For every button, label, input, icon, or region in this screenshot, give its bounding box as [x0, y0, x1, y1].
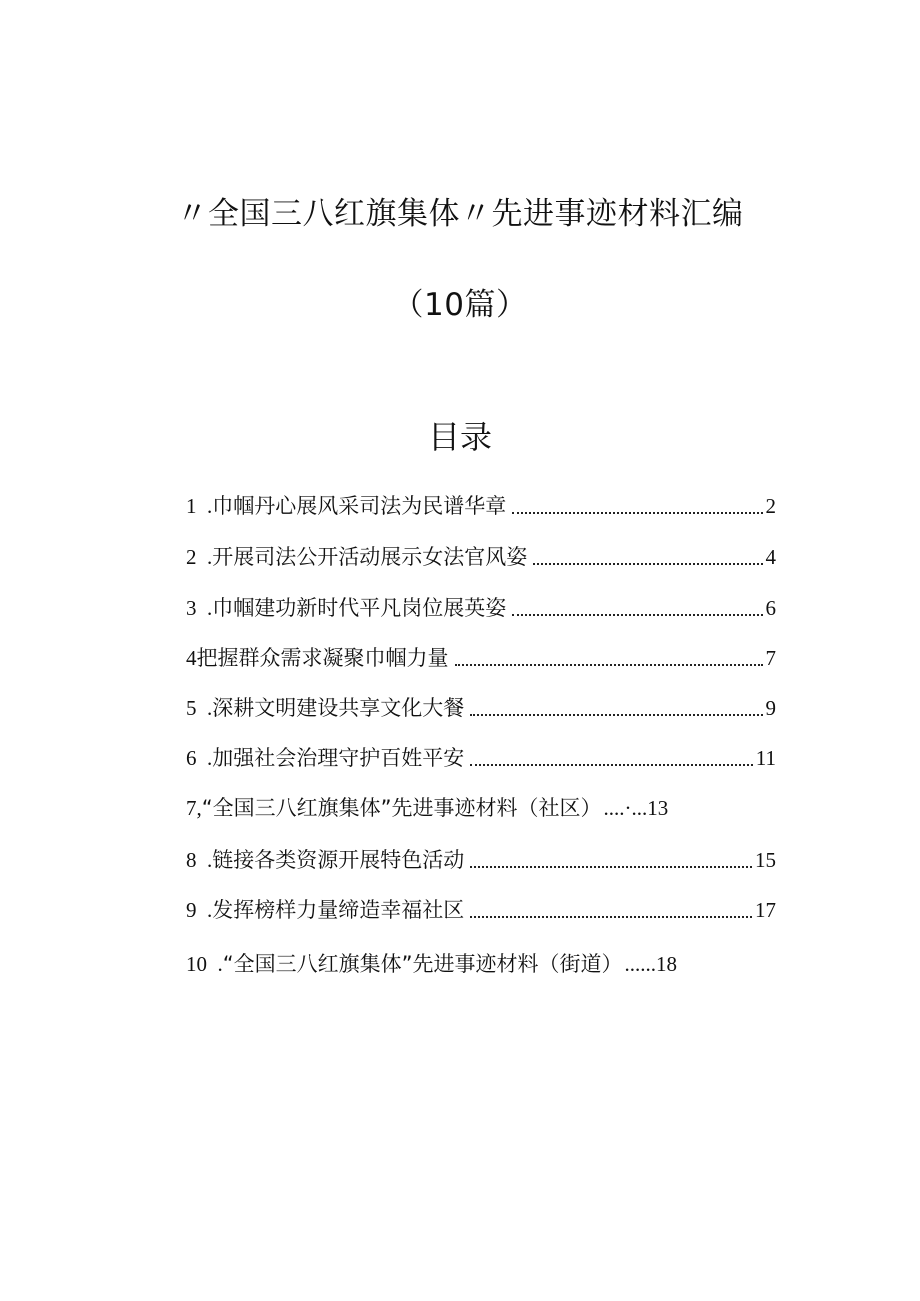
toc-entry-separator: . — [196, 596, 213, 620]
document-subtitle: （10篇） — [392, 287, 528, 323]
toc-entry-leader: ...... — [624, 952, 657, 976]
toc-entry-separator: . — [196, 545, 213, 569]
toc-entry-title: “全国三八红旗集体”先进事迹材料（街道） — [222, 952, 623, 976]
toc-entry-page: 18 — [656, 952, 678, 976]
toc-entry[interactable] — [186, 894, 776, 926]
toc-entry[interactable] — [186, 948, 776, 980]
toc-entry-leader — [470, 714, 762, 716]
toc-entry-title: 把握群众需求凝聚巾帼力量 — [196, 646, 449, 670]
toc-entry-number: 6 — [186, 746, 197, 770]
toc-entry-number: 10 — [186, 952, 207, 976]
toc-entry-separator: . — [196, 898, 213, 922]
toc-entry-page: 11 — [755, 746, 776, 770]
toc-entry-leader — [455, 664, 763, 666]
toc-entry-title: 发挥榜样力量缔造幸福社区 — [212, 898, 465, 922]
toc-entry-leader — [512, 614, 762, 616]
toc-entry-separator: . — [196, 848, 213, 872]
toc-entry-separator: . — [207, 952, 223, 976]
toc-entry-title: “全国三八红旗集体”先进事迹材料（社区） — [201, 796, 602, 820]
toc-entry-title: 巾帼丹心展风采司法为民谱华章 — [212, 494, 507, 518]
toc-entry[interactable] — [186, 742, 776, 774]
toc-entry-number: 9 — [186, 898, 197, 922]
toc-entry-number: 8 — [186, 848, 197, 872]
toc-entry-number: 4 — [186, 646, 197, 670]
toc-heading: 目录 — [427, 418, 492, 456]
toc-entry-title: 加强社会治理守护百姓平安 — [212, 746, 465, 770]
toc-entry-page: 13 — [647, 796, 669, 820]
toc-entry-number: 7, — [186, 796, 202, 820]
toc-entry[interactable] — [186, 592, 776, 624]
toc-entry-leader: ....·... — [603, 796, 648, 820]
toc-entry-page: 2 — [765, 494, 776, 518]
toc-entry-number: 1 — [186, 494, 197, 518]
toc-entry[interactable] — [186, 490, 776, 522]
toc-entry-page: 4 — [765, 545, 776, 569]
toc-entry-page: 7 — [765, 646, 776, 670]
toc-entry-separator: . — [196, 696, 213, 720]
toc-entry-separator: . — [196, 746, 213, 770]
toc-entry-separator: . — [196, 494, 213, 518]
toc-entry-title: 开展司法公开活动展示女法官风姿 — [212, 545, 528, 569]
toc-entry-leader — [533, 563, 762, 565]
toc-entry-page: 6 — [765, 596, 776, 620]
toc-entry[interactable] — [186, 792, 776, 824]
toc-entry[interactable] — [186, 844, 776, 876]
toc-entry-number: 2 — [186, 545, 197, 569]
toc-entry-leader — [470, 866, 752, 868]
document-title: 〃全国三八红旗集体〃先进事迹材料汇编 — [176, 196, 744, 232]
toc-entry-title: 深耕文明建设共享文化大餐 — [212, 696, 465, 720]
toc-entry-number: 5 — [186, 696, 197, 720]
toc-entry-page: 15 — [755, 848, 776, 872]
toc-entry-leader — [512, 512, 762, 514]
toc-entry[interactable] — [186, 642, 776, 674]
toc-entry-leader — [470, 764, 753, 766]
toc-entry[interactable] — [186, 692, 776, 724]
toc-entry[interactable] — [186, 541, 776, 573]
toc-entry-page: 9 — [765, 696, 776, 720]
toc-entry-title: 链接各类资源开展特色活动 — [212, 848, 465, 872]
toc-entry-title: 巾帼建功新时代平凡岗位展英姿 — [212, 596, 507, 620]
toc-entry-number: 3 — [186, 596, 197, 620]
toc-entry-leader — [470, 916, 752, 918]
toc-entry-page: 17 — [755, 898, 776, 922]
